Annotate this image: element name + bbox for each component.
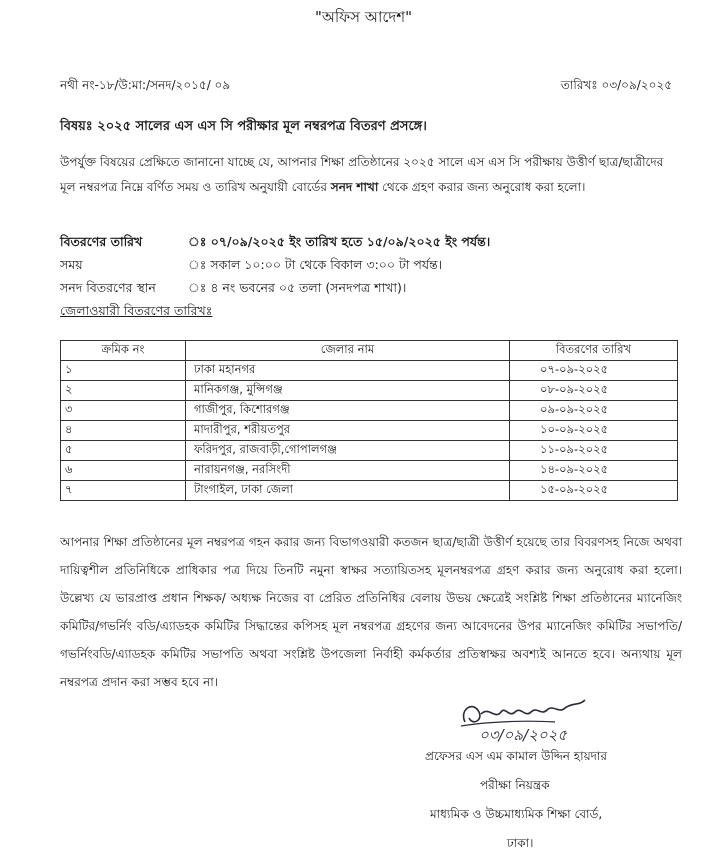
intro-text-2: থেকে গ্রহণ করার জন্য অনুরোধ করা হলো।	[378, 180, 586, 194]
instructions-paragraph: আপনার শিক্ষা প্রতিষ্ঠানের মূল নম্বরপত্র গহন করার জন্য বিভাগওয়ারী কতজন ছাত্র/ছাত্রী উত্তীর্ণ হয়েছে তার বিবরণসহ নিজে অথবা দায়িত্বশীল প্রতিনিধিকে প্রাধিকার পত্র দিয়ে তিনটি নমুনা স্বাক্ষর সত্যায়িতসহ মূলনম্বরপত্র গ্রহণ করার জন্য অনুরোধ করা হলো। উল্লেখ্য যে ভারপ্রাপ্ত প্রধান শিক্ষক/ অধ্যক্ষ নিজের বা প্রেরিত প্রতিনিধির বেলায় উভয় ক্ষেত্রেই সংশ্লিষ্ট শিক্ষা প্রতিষ্ঠানের ম্যানেজিং কমিটির/গভর্নিং বডি/এ্যাডহক কমিটির সিদ্ধান্তের কপিসহ মূল নম্বরপত্র গ্রহণের জন্য আবেদনের উপর ম্যানেজিং কমিটির সভাপতি/গভর্নিংবডি/এ্যাডহক কমিটির সভাপতি অথবা সংশ্লিষ্ট উপজেলা নির্বাহী কর্মকর্তার প্রতিস্বাক্ষর অবশ্যই আনতে হবে। অন্যথায় মূল নম্বরপত্র প্রদান করা সম্ভব হবে না।	[60, 535, 682, 689]
subject-text: ২০২৫ সালের এস এস সি পরীক্ষার মূল নম্বরপত্র বিতরণ প্রসঙ্গে।	[92, 119, 427, 134]
cell-serial: ৫	[61, 441, 186, 461]
cell-date: ১০-০৯-২০২৫	[510, 421, 678, 441]
cell-serial: ৩	[61, 401, 186, 421]
table-row	[61, 361, 678, 381]
signatory-name: প্রফেসর এস এম কামাল উদ্দিন হায়দার	[425, 749, 608, 763]
header-date: বিতরণের তারিখ	[510, 341, 678, 361]
cell-district: টাংগাইল, ঢাকা জেলা	[186, 481, 510, 501]
cell-serial: ৬	[61, 461, 186, 481]
table-heading: জেলাওয়ারী বিতরণের তারিখঃ	[60, 303, 213, 318]
signature-stroke	[464, 700, 585, 722]
cell-district: ঢাকা মহানগর	[186, 361, 510, 381]
detail-label: বিতরণের তারিখ	[60, 234, 143, 249]
cell-date: ০৮-০৯-২০২৫	[510, 381, 678, 401]
cell-serial: ১	[61, 361, 186, 381]
cell-date: ১১-০৯-২০২৫	[510, 441, 678, 461]
table-row	[61, 401, 678, 421]
cell-district: মাদারীপুর, শরীয়তপুর	[186, 421, 510, 441]
detail-label: সময়	[60, 257, 83, 272]
detail-row-place	[60, 276, 490, 299]
distribution-details	[60, 230, 490, 322]
cell-serial: ৭	[61, 481, 186, 501]
signatory-city: ঢাকা।	[507, 836, 534, 850]
cell-district: ফরিদপুর, রাজবাড়ী,গোপালগঞ্জ	[186, 441, 510, 461]
cell-date: ০৭-০৯-২০২৫	[510, 361, 678, 381]
detail-value: ঃ সকাল ১০:০০ টা থেকে বিকাল ৩:০০ টা পর্যন্ত।	[188, 257, 443, 272]
cell-date: ০৯-০৯-২০২৫	[510, 401, 678, 421]
detail-row-time	[60, 253, 490, 276]
cell-serial: ৪	[61, 421, 186, 441]
table-row	[61, 461, 678, 481]
handwritten-date: ০৩/০৯/২০২৫	[479, 726, 568, 744]
cell-date: ১৪-০৯-২০২৫	[510, 461, 678, 481]
signature-image	[455, 692, 615, 744]
district-schedule-table	[60, 340, 678, 501]
table-row	[61, 481, 678, 501]
issue-date: তারিখঃ ০৩/০৯/২০২৫	[560, 78, 672, 92]
table-row	[61, 421, 678, 441]
detail-value: ঃ ৪ নং ভবনের ০৫ তলা (সনদপত্র শাখা)।	[188, 280, 407, 295]
cell-date: ১৫-০৯-২০২৫	[510, 481, 678, 501]
header-serial: ক্রমিক নং	[61, 341, 186, 361]
memo-number: নথী নং-১৮/উ:মা:/সনদ/২০১৫/ ০৯	[60, 78, 231, 92]
table-header-row	[61, 341, 678, 361]
signatory-designation: পরীক্ষা নিয়ন্ত্রক	[480, 778, 550, 792]
signatory-block	[380, 742, 680, 858]
cell-district: মানিকগঞ্জ, মুন্সিগঞ্জ	[186, 381, 510, 401]
cell-district: গাজীপুর, কিশোরগঞ্জ	[186, 401, 510, 421]
intro-bold: সনদ শাখা	[330, 180, 379, 194]
page-title: "অফিস আদেশ"	[315, 8, 412, 26]
detail-label: সনদ বিতরণের স্থান	[60, 280, 156, 295]
cell-district: নারায়নগঞ্জ, নরসিংদী	[186, 461, 510, 481]
intro-paragraph	[60, 150, 680, 200]
intro-text-1: উপর্যুক্ত বিষয়ের প্রেক্ষিতে জানানো যাচ্ছে যে, আপনার শিক্ষা প্রতিষ্ঠানের ২০২৫ সালে এস এস সি পরীক্ষায় উত্তীর্ণ ছাত্র/ছাত্রীদের মূল নম্বরপত্র নিম্নে বর্ণিত সময় ও তারিখ অনুযায়ী বোর্ডের	[60, 155, 664, 194]
table-row	[61, 441, 678, 461]
subject-line	[60, 117, 427, 138]
detail-value: ঃ ০৭/০৯/২০২৫ ইং তারিখ হতে ১৫/০৯/২০২৫ ইং পর্যন্ত।	[188, 234, 491, 249]
signatory-organization: মাধ্যমিক ও উচ্চমাধ্যমিক শিক্ষা বোর্ড,	[430, 807, 603, 821]
detail-row-date	[60, 230, 490, 253]
table-row	[61, 381, 678, 401]
cell-serial: ২	[61, 381, 186, 401]
subject-label: বিষয়ঃ	[60, 119, 93, 134]
header-district: জেলার নাম	[186, 341, 510, 361]
